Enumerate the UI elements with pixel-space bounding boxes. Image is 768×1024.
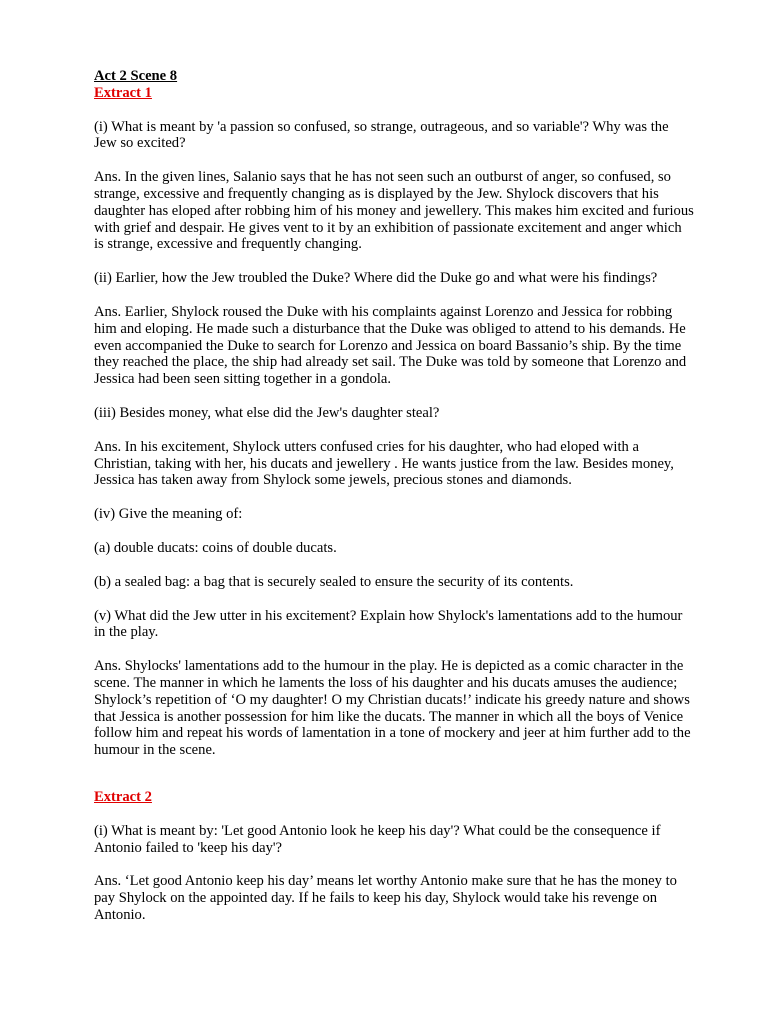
extract-1-question-4: (iv) Give the meaning of: [94,506,243,523]
extract-1-question-3: (iii) Besides money, what else did the Jew's daughter steal? [94,404,440,421]
extract-1-meaning-b: (b) a sealed bag: a bag that is securely sealed to ensure the security of its contents. [94,573,574,590]
extract-1-heading: Extract 1 [94,84,152,101]
extract-2-answer-1: Ans. ‘Let good Antonio keep his day’ means let worthy Antonio make sure that he has the money to pay Shylock on the appointed day. If he fails to keep his day, Shylock would take his revenge on Antonio. [94,873,677,923]
extract-1-question-1: (i) What is meant by 'a passion so confused, so strange, outrageous, and so variable'? Why was the Jew so excited? [94,118,669,152]
extract-1-answer-2: Ans. Earlier, Shylock roused the Duke with his complaints against Lorenzo and Jessica for robbing him and eloping. He made such a disturbance that the Duke was obliged to attend to his demands. He even accompanied the Duke to search for Lorenzo and Jessica on board Bassanio’s ship. By the time they reached the place, the ship had already set sail. The Duke was told by someone that Lorenzo and Jessica had been seen sitting together in a gondola. [94,303,687,388]
extract-1-question-2: (ii) Earlier, how the Jew troubled the Duke? Where did the Duke go and what were his findings? [94,270,658,287]
extract-2-question-1: (i) What is meant by: 'Let good Antonio look he keep his day'? What could be the consequence if Antonio failed to 'keep his day'? [94,822,661,856]
extract-1-meaning-a: (a) double ducats: coins of double ducats. [94,539,337,556]
extract-1-answer-3: Ans. In his excitement, Shylock utters confused cries for his daughter, who had eloped with a Christian, taking with her, his ducats and jewellery . He wants justice from the law. Besides money, Jessica has taken away from Shylock some jewels, precious stones and diamonds. [94,438,674,489]
extract-2-heading: Extract 2 [94,788,152,805]
document-page [94,68,694,924]
extract-1-answer-1: Ans. In the given lines, Salanio says that he has not seen such an outburst of anger, so confused, so strange, excessive and frequently changing as is displayed by the Jew. Shylock discovers that his daughter has eloped after robbing him of his money and jewellery. This makes him excited and furious with grief and despair. He gives vent to it by an exhibition of passionate excitement and anger which is strange, excessive and frequently changing. [94,169,694,253]
extract-1-question-5: (v) What did the Jew utter in his excitement? Explain how Shylock's lamentations add to the humour in the play. [94,607,683,641]
extract-1-answer-5: Ans. Shylocks' lamentations add to the humour in the play. He is depicted as a comic character in the scene. The manner in which he laments the loss of his daughter and his ducats amuses the audience; Shylock’s repetition of ‘O my daughter! O my Christian ducats!’ indicate his greedy nature and shows that Jessica is another possession for him like the ducats. The manner in which all the boys of Venice follow him and repeat his words of lamentation in a tone of mockery and jeer at him further add to the humour in the scene. [94,658,691,759]
scene-title: Act 2 Scene 8 [94,68,178,84]
